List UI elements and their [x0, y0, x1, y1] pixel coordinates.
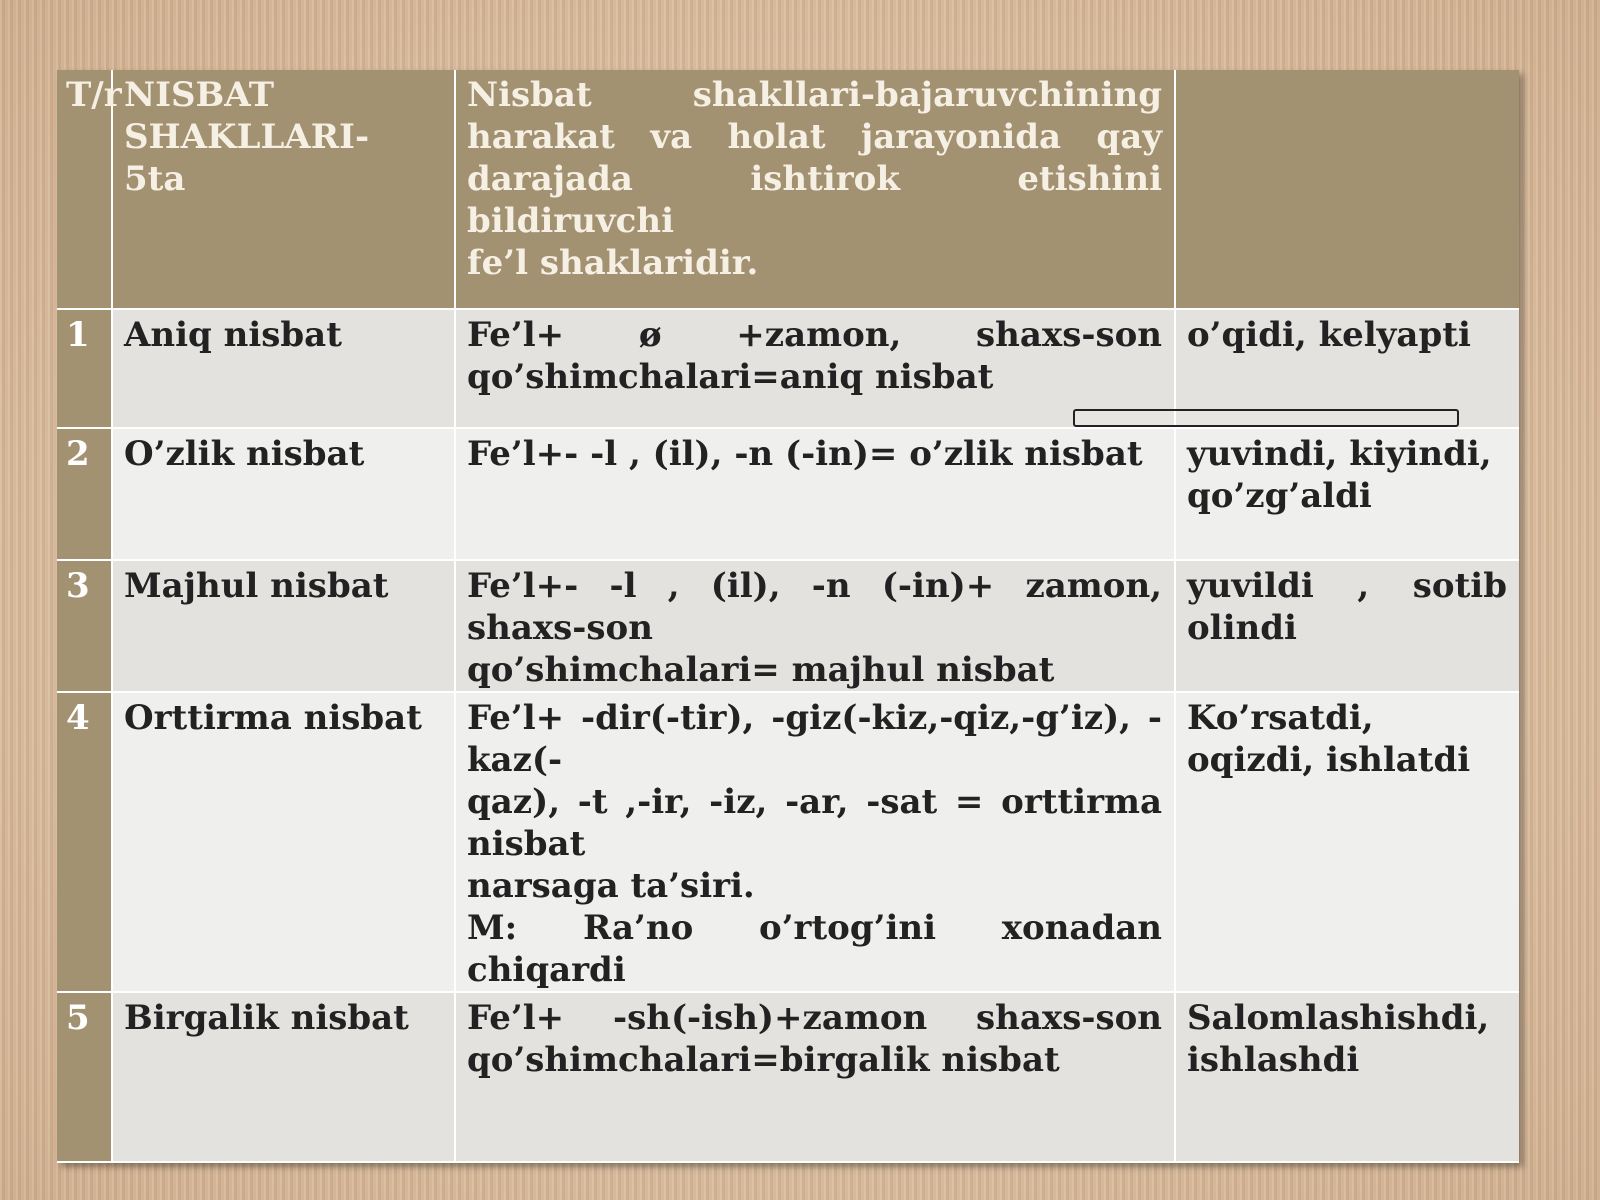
nisbat-table: [57, 70, 1519, 1163]
table-row: [57, 992, 1519, 1162]
header-desc-line: Nisbat shakllari-bajaruvchining: [467, 75, 1162, 115]
row-examples: [1175, 692, 1519, 992]
desc-line: narsaga ta’siri.: [467, 866, 755, 906]
example-line: oqizdi, ishlatdi: [1187, 740, 1471, 780]
header-desc-line: darajada ishtirok etishini bildiruvchi: [467, 159, 1162, 241]
example-line: olindi: [1187, 608, 1297, 648]
row-name: Aniq nisbat: [112, 309, 455, 428]
desc-line: nisbat: [467, 824, 586, 864]
row-examples: [1175, 560, 1519, 692]
row-name: Orttirma nisbat: [112, 692, 455, 992]
example-line: yuvindi, kiyindi,: [1187, 434, 1492, 474]
table-row: [57, 428, 1519, 560]
desc-line: Fe’l+ ø +zamon, shaxs-son: [467, 315, 1162, 355]
desc-line: Fe’l+- -l , (il), -n (-in)+ zamon, shaxs-son: [467, 566, 1162, 648]
example-line: ishlashdi: [1187, 1040, 1360, 1080]
desc-line: qaz), -t ,-ir, -iz, -ar, -sat = orttirma: [467, 782, 1162, 822]
row-number: 4: [57, 692, 112, 992]
row-number: 3: [57, 560, 112, 692]
header-title-cell: NISBAT SHAKLLARI- 5ta: [112, 70, 455, 309]
row-description: [455, 992, 1175, 1162]
example-line: qo’zg’aldi: [1187, 476, 1372, 516]
row-number: 2: [57, 428, 112, 560]
row-name: Majhul nisbat: [112, 560, 455, 692]
header-num-cell: T/r: [57, 70, 112, 309]
row-description: [455, 560, 1175, 692]
header-desc-line: fe’l shaklaridir.: [467, 243, 759, 283]
row-examples: [1175, 992, 1519, 1162]
row-description: [455, 309, 1175, 428]
example-line: Ko’rsatdi,: [1187, 698, 1374, 738]
empty-rectangle-shape: [1073, 409, 1459, 427]
header-desc-line: harakat va holat jarayonida qay: [467, 117, 1162, 157]
example-line: o’qidi, kelyapti: [1187, 315, 1471, 355]
header-description-cell: [455, 70, 1175, 309]
example-line: Salomlashishdi,: [1187, 998, 1490, 1038]
desc-line: qo’shimchalari= majhul nisbat: [467, 650, 1055, 690]
table-row: [57, 560, 1519, 692]
row-description: [455, 428, 1175, 560]
row-description: [455, 692, 1175, 992]
table-row: [57, 692, 1519, 992]
row-examples: [1175, 428, 1519, 560]
example-line: yuvildi , sotib: [1187, 566, 1507, 606]
desc-line: Fe’l+- -l , (il), -n (-in)= o’zlik nisbat: [467, 434, 1143, 474]
table-header-row: [57, 70, 1519, 309]
row-number: 1: [57, 309, 112, 428]
desc-line: qo’shimchalari=aniq nisbat: [467, 357, 994, 397]
desc-line: Fe’l+ -sh(-ish)+zamon shaxs-son: [467, 998, 1162, 1038]
row-number: 5: [57, 992, 112, 1162]
row-name: O’zlik nisbat: [112, 428, 455, 560]
row-name: Birgalik nisbat: [112, 992, 455, 1162]
desc-line: M: Ra’no o’rtog’ini xonadan chiqardi: [467, 908, 1162, 990]
desc-line: qo’shimchalari=birgalik nisbat: [467, 1040, 1060, 1080]
desc-line: Fe’l+ -dir(-tir), -giz(-kiz,-qiz,-g’iz), -kaz(-: [467, 698, 1162, 780]
header-examples-cell: [1175, 70, 1519, 309]
